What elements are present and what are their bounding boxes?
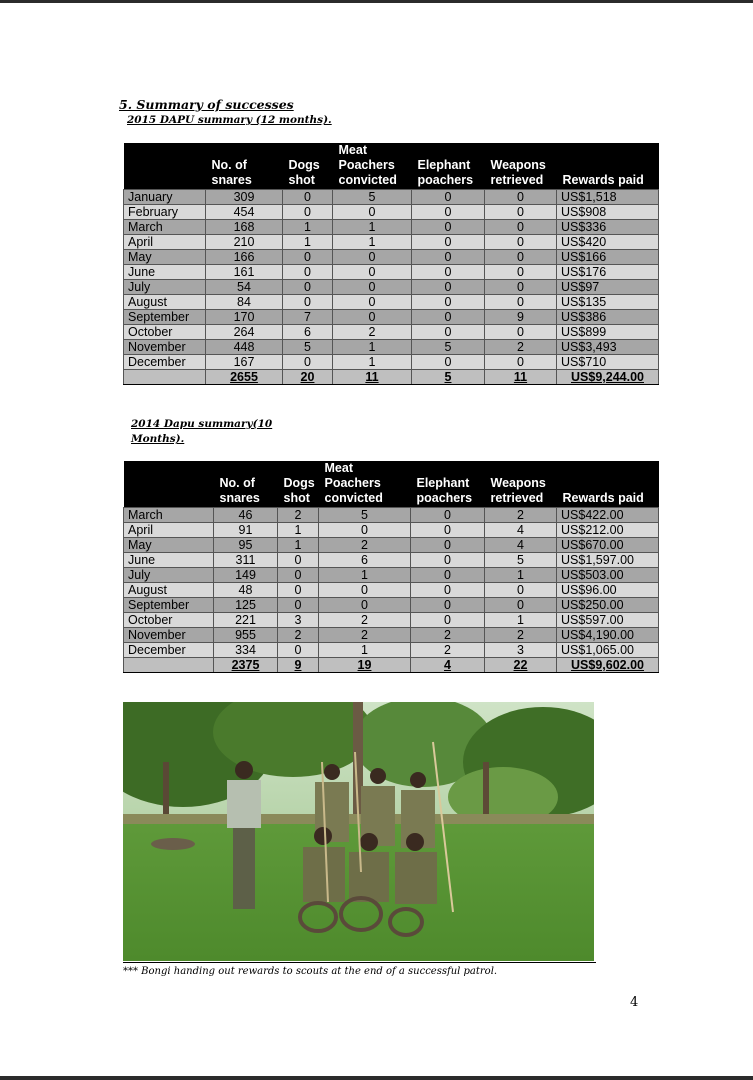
cell-poachers: 0 xyxy=(319,583,411,598)
cell-snares: 221 xyxy=(214,613,278,628)
cell-month: June xyxy=(124,265,206,280)
table-row xyxy=(124,325,659,340)
cell-weapons: 0 xyxy=(485,280,557,295)
cell-elephant: 0 xyxy=(411,523,485,538)
cell-elephant: 0 xyxy=(411,568,485,583)
cell-poachers: 2 xyxy=(319,538,411,553)
cell-month: April xyxy=(124,523,214,538)
column-header-rewards: Rewards paid xyxy=(557,143,659,190)
cell-weapons: 1 xyxy=(485,613,557,628)
table-row xyxy=(124,205,659,220)
cell-snares: 167 xyxy=(206,355,283,370)
cell-snares: 48 xyxy=(214,583,278,598)
column-header-dogs: Dogs shot xyxy=(278,461,319,508)
cell-poachers: 0 xyxy=(333,310,412,325)
table-row xyxy=(124,265,659,280)
table-row xyxy=(124,295,659,310)
column-header-poachers: Meat Poachers convicted xyxy=(333,143,412,190)
cell-weapons: 0 xyxy=(485,190,557,205)
cell-poachers: 1 xyxy=(333,340,412,355)
cell-rewards: US$135 xyxy=(557,295,659,310)
cell-snares: 161 xyxy=(206,265,283,280)
cell-month: March xyxy=(124,220,206,235)
cell-dogs: 0 xyxy=(278,643,319,658)
totals-row xyxy=(124,658,659,673)
table-header xyxy=(124,461,659,508)
cell-elephant: 0 xyxy=(412,190,485,205)
cell-weapons: 2 xyxy=(485,628,557,643)
cell-elephant: 0 xyxy=(412,250,485,265)
cell-month: September xyxy=(124,310,206,325)
total-snares: 2375 xyxy=(214,658,278,673)
cell-weapons: 0 xyxy=(485,250,557,265)
table-body xyxy=(124,190,659,385)
table-row xyxy=(124,523,659,538)
total-weapons: 11 xyxy=(485,370,557,385)
cell-rewards: US$1,518 xyxy=(557,190,659,205)
cell-month: August xyxy=(124,295,206,310)
table-row xyxy=(124,280,659,295)
cell-dogs: 0 xyxy=(278,553,319,568)
cell-poachers: 5 xyxy=(333,190,412,205)
cell-weapons: 9 xyxy=(485,310,557,325)
cell-elephant: 0 xyxy=(411,583,485,598)
page-bottom-edge xyxy=(0,1076,753,1080)
cell-weapons: 4 xyxy=(485,538,557,553)
total-snares: 2655 xyxy=(206,370,283,385)
table-row xyxy=(124,538,659,553)
total-month xyxy=(124,370,206,385)
cell-rewards: US$670.00 xyxy=(557,538,659,553)
cell-poachers: 2 xyxy=(333,325,412,340)
section-heading: 5. Summary of successes xyxy=(119,97,294,112)
total-elephant: 5 xyxy=(412,370,485,385)
cell-rewards: US$3,493 xyxy=(557,340,659,355)
cell-dogs: 6 xyxy=(283,325,333,340)
table-row xyxy=(124,553,659,568)
cell-weapons: 2 xyxy=(485,508,557,523)
column-header-weapons: Weapons retrieved xyxy=(485,461,557,508)
cell-elephant: 0 xyxy=(411,598,485,613)
cell-month: December xyxy=(124,643,214,658)
cell-poachers: 0 xyxy=(333,280,412,295)
caption-rule xyxy=(123,962,596,963)
cell-elephant: 0 xyxy=(412,325,485,340)
total-poachers: 19 xyxy=(319,658,411,673)
cell-rewards: US$908 xyxy=(557,205,659,220)
table-header xyxy=(124,143,659,190)
cell-poachers: 0 xyxy=(333,250,412,265)
column-header-elephant: Elephant poachers xyxy=(412,143,485,190)
cell-elephant: 0 xyxy=(412,265,485,280)
total-weapons: 22 xyxy=(485,658,557,673)
column-header-elephant: Elephant poachers xyxy=(411,461,485,508)
cell-poachers: 5 xyxy=(319,508,411,523)
total-month xyxy=(124,658,214,673)
cell-poachers: 6 xyxy=(319,553,411,568)
cell-poachers: 1 xyxy=(333,220,412,235)
cell-month: May xyxy=(124,538,214,553)
table-row xyxy=(124,643,659,658)
cell-dogs: 2 xyxy=(278,508,319,523)
cell-weapons: 0 xyxy=(485,205,557,220)
cell-poachers: 0 xyxy=(333,265,412,280)
total-poachers: 11 xyxy=(333,370,412,385)
table-row xyxy=(124,583,659,598)
table-body xyxy=(124,508,659,673)
cell-month: September xyxy=(124,598,214,613)
summary-table-2015 xyxy=(123,143,659,385)
cell-rewards: US$97 xyxy=(557,280,659,295)
header-row xyxy=(124,143,659,190)
column-header-weapons: Weapons retrieved xyxy=(485,143,557,190)
cell-month: October xyxy=(124,325,206,340)
cell-rewards: US$96.00 xyxy=(557,583,659,598)
cell-elephant: 0 xyxy=(411,613,485,628)
cell-dogs: 1 xyxy=(278,538,319,553)
cell-snares: 264 xyxy=(206,325,283,340)
cell-rewards: US$166 xyxy=(557,250,659,265)
cell-dogs: 5 xyxy=(283,340,333,355)
photo-caption: *** Bongi handing out rewards to scouts at the end of a successful patrol. xyxy=(123,966,498,977)
column-header-month xyxy=(124,461,214,508)
cell-rewards: US$212.00 xyxy=(557,523,659,538)
table-row xyxy=(124,310,659,325)
cell-snares: 54 xyxy=(206,280,283,295)
cell-dogs: 0 xyxy=(283,280,333,295)
cell-snares: 454 xyxy=(206,205,283,220)
cell-weapons: 3 xyxy=(485,643,557,658)
table-row xyxy=(124,235,659,250)
cell-weapons: 0 xyxy=(485,295,557,310)
cell-dogs: 0 xyxy=(283,355,333,370)
cell-rewards: US$336 xyxy=(557,220,659,235)
table-row xyxy=(124,508,659,523)
cell-month: November xyxy=(124,628,214,643)
cell-weapons: 0 xyxy=(485,583,557,598)
cell-dogs: 7 xyxy=(283,310,333,325)
total-dogs: 9 xyxy=(278,658,319,673)
cell-snares: 84 xyxy=(206,295,283,310)
page-number: 4 xyxy=(630,995,639,1010)
table-row xyxy=(124,568,659,583)
cell-elephant: 2 xyxy=(411,643,485,658)
cell-elephant: 0 xyxy=(412,310,485,325)
cell-poachers: 2 xyxy=(319,613,411,628)
cell-dogs: 0 xyxy=(283,190,333,205)
cell-dogs: 0 xyxy=(278,598,319,613)
cell-snares: 210 xyxy=(206,235,283,250)
cell-snares: 334 xyxy=(214,643,278,658)
table-row xyxy=(124,598,659,613)
cell-month: July xyxy=(124,280,206,295)
cell-poachers: 0 xyxy=(319,523,411,538)
cell-snares: 46 xyxy=(214,508,278,523)
total-elephant: 4 xyxy=(411,658,485,673)
total-rewards: US$9,602.00 xyxy=(557,658,659,673)
cell-dogs: 0 xyxy=(283,265,333,280)
table-row xyxy=(124,250,659,265)
column-header-dogs: Dogs shot xyxy=(283,143,333,190)
cell-month: June xyxy=(124,553,214,568)
cell-rewards: US$597.00 xyxy=(557,613,659,628)
table-2015-title: 2015 DAPU summary (12 months). xyxy=(127,114,332,126)
cell-dogs: 0 xyxy=(283,295,333,310)
column-header-snares: No. of snares xyxy=(206,143,283,190)
cell-snares: 955 xyxy=(214,628,278,643)
cell-month: April xyxy=(124,235,206,250)
cell-dogs: 1 xyxy=(278,523,319,538)
cell-month: February xyxy=(124,205,206,220)
header-row xyxy=(124,461,659,508)
cell-elephant: 5 xyxy=(412,340,485,355)
cell-month: December xyxy=(124,355,206,370)
cell-weapons: 0 xyxy=(485,325,557,340)
cell-month: August xyxy=(124,583,214,598)
cell-rewards: US$250.00 xyxy=(557,598,659,613)
cell-month: July xyxy=(124,568,214,583)
cell-month: November xyxy=(124,340,206,355)
cell-elephant: 0 xyxy=(412,280,485,295)
cell-dogs: 3 xyxy=(278,613,319,628)
table-row xyxy=(124,220,659,235)
table-row xyxy=(124,613,659,628)
table-2014-title: 2014 Dapu summary(10 Months). xyxy=(131,418,273,445)
cell-weapons: 0 xyxy=(485,220,557,235)
cell-weapons: 5 xyxy=(485,553,557,568)
cell-weapons: 0 xyxy=(485,598,557,613)
cell-rewards: US$503.00 xyxy=(557,568,659,583)
cell-rewards: US$386 xyxy=(557,310,659,325)
table-row xyxy=(124,628,659,643)
cell-elephant: 0 xyxy=(412,205,485,220)
cell-poachers: 1 xyxy=(333,355,412,370)
cell-month: October xyxy=(124,613,214,628)
cell-poachers: 2 xyxy=(319,628,411,643)
column-header-month xyxy=(124,143,206,190)
cell-elephant: 0 xyxy=(412,220,485,235)
cell-dogs: 0 xyxy=(278,583,319,598)
cell-poachers: 0 xyxy=(319,598,411,613)
cell-rewards: US$176 xyxy=(557,265,659,280)
cell-snares: 91 xyxy=(214,523,278,538)
summary-table-2014 xyxy=(123,461,659,673)
cell-snares: 311 xyxy=(214,553,278,568)
cell-dogs: 0 xyxy=(278,568,319,583)
column-header-poachers: Meat Poachers convicted xyxy=(319,461,411,508)
cell-rewards: US$1,597.00 xyxy=(557,553,659,568)
cell-snares: 309 xyxy=(206,190,283,205)
cell-month: March xyxy=(124,508,214,523)
cell-month: January xyxy=(124,190,206,205)
cell-elephant: 0 xyxy=(412,235,485,250)
cell-elephant: 0 xyxy=(411,508,485,523)
cell-snares: 168 xyxy=(206,220,283,235)
cell-rewards: US$710 xyxy=(557,355,659,370)
cell-elephant: 0 xyxy=(412,355,485,370)
column-header-snares: No. of snares xyxy=(214,461,278,508)
patrol-photo xyxy=(123,702,594,961)
totals-row xyxy=(124,370,659,385)
cell-snares: 95 xyxy=(214,538,278,553)
cell-poachers: 1 xyxy=(319,643,411,658)
cell-elephant: 0 xyxy=(411,553,485,568)
cell-dogs: 0 xyxy=(283,250,333,265)
cell-elephant: 0 xyxy=(412,295,485,310)
cell-rewards: US$899 xyxy=(557,325,659,340)
cell-dogs: 1 xyxy=(283,235,333,250)
cell-poachers: 0 xyxy=(333,295,412,310)
cell-snares: 166 xyxy=(206,250,283,265)
cell-weapons: 1 xyxy=(485,568,557,583)
table-row xyxy=(124,340,659,355)
cell-snares: 149 xyxy=(214,568,278,583)
cell-weapons: 4 xyxy=(485,523,557,538)
cell-dogs: 1 xyxy=(283,220,333,235)
cell-poachers: 1 xyxy=(333,235,412,250)
cell-rewards: US$422.00 xyxy=(557,508,659,523)
column-header-rewards: Rewards paid xyxy=(557,461,659,508)
cell-elephant: 2 xyxy=(411,628,485,643)
cell-elephant: 0 xyxy=(411,538,485,553)
cell-rewards: US$1,065.00 xyxy=(557,643,659,658)
table-row xyxy=(124,190,659,205)
table-row xyxy=(124,355,659,370)
cell-weapons: 0 xyxy=(485,355,557,370)
page-top-edge xyxy=(0,0,753,3)
cell-weapons: 0 xyxy=(485,265,557,280)
cell-poachers: 0 xyxy=(333,205,412,220)
cell-dogs: 2 xyxy=(278,628,319,643)
total-dogs: 20 xyxy=(283,370,333,385)
cell-weapons: 0 xyxy=(485,235,557,250)
total-rewards: US$9,244.00 xyxy=(557,370,659,385)
cell-rewards: US$4,190.00 xyxy=(557,628,659,643)
cell-snares: 448 xyxy=(206,340,283,355)
cell-month: May xyxy=(124,250,206,265)
cell-poachers: 1 xyxy=(319,568,411,583)
cell-rewards: US$420 xyxy=(557,235,659,250)
cell-snares: 125 xyxy=(214,598,278,613)
cell-dogs: 0 xyxy=(283,205,333,220)
cell-weapons: 2 xyxy=(485,340,557,355)
cell-snares: 170 xyxy=(206,310,283,325)
